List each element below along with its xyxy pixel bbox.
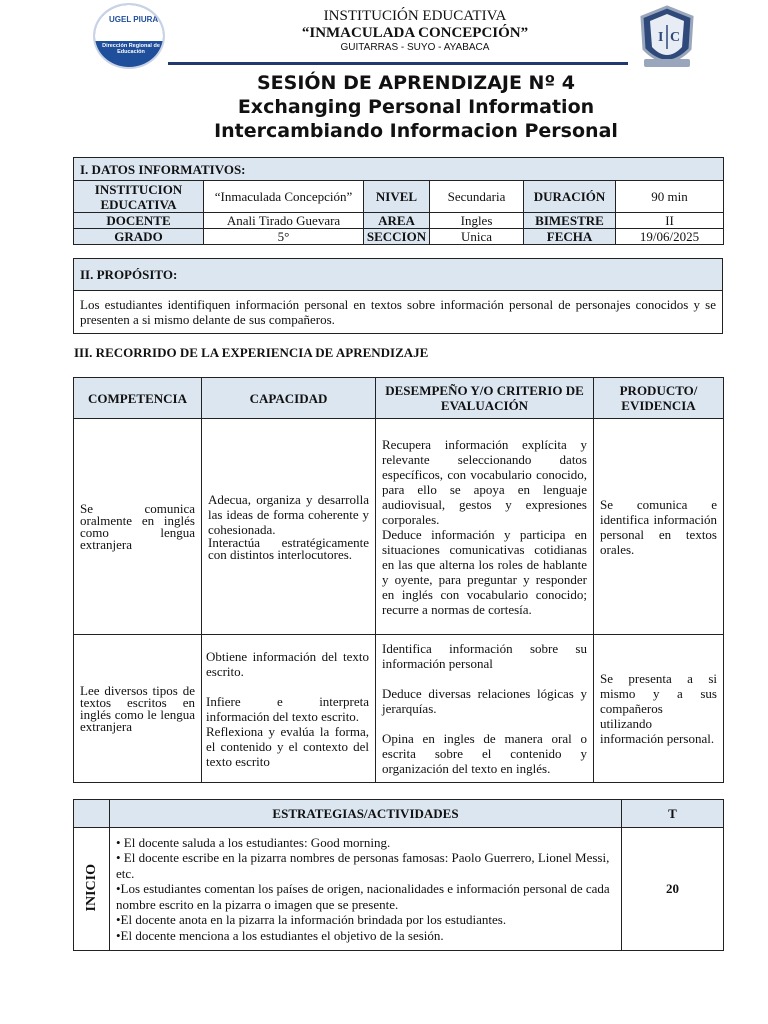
row1-capacidad-1: Adecua, organiza y desarrolla las ideas de forma coherente y cohesionada.: [208, 492, 369, 537]
activity-item: •Los estudiantes comentan los países de origen, nacionalidades e información personal de cada nombre escrito en la pizarra o imagen que se presente.: [116, 881, 610, 912]
session-title: SESIÓN DE APRENDIZAJE Nº 4: [256, 72, 576, 94]
ugel-logo: [93, 3, 165, 69]
col-producto: PRODUCTO/ EVIDENCIA: [594, 378, 724, 419]
ugel-logo-subtext: Dirección Regional de Educación: [102, 43, 160, 55]
activities-cell: [110, 828, 622, 951]
phase-time: 20: [622, 828, 724, 951]
activity-item: •El docente menciona a los estudiantes el objetivo de la sesión.: [116, 927, 444, 943]
bimestre-label: BIMESTRE: [524, 213, 616, 229]
time-header: T: [622, 800, 724, 828]
seccion-label: SECCION: [364, 229, 430, 245]
competencias-table: [73, 377, 724, 783]
estrategias-table: [73, 799, 724, 951]
datos-informativos-table: [73, 157, 724, 245]
proposito-table: [73, 258, 723, 334]
row2-desempeno: [376, 635, 594, 783]
row1-producto: Se comunica e identifica información personal en textos orales.: [594, 419, 724, 635]
inst-value: “Inmaculada Concepción”: [204, 181, 364, 213]
ugel-logo-text: UGEL PIURA: [109, 15, 159, 24]
fecha-label: FECHA: [524, 229, 616, 245]
col-competencia: COMPETENCIA: [74, 378, 202, 419]
row2-desempeno-3: Opina en ingles de manera oral o escrita sobre el contenido y organización del texto en inglés.: [382, 731, 587, 776]
activity-item: • El docente saluda a los estudiantes: Good morning.: [116, 834, 391, 850]
col-capacidad: CAPACIDAD: [202, 378, 376, 419]
row1-capacidad-2: Interactúa estratégicamente con distintos interlocutores.: [208, 535, 369, 562]
row1-desempeno-1: Recupera información explícita y relevante seleccionando datos específicos, con vocabulario conocido, para ello se apoya en lenguaje audiovisual, gestos y expresiones corporales.: [382, 436, 587, 527]
fecha-value: 19/06/2025: [616, 229, 724, 245]
area-value: Ingles: [430, 213, 524, 229]
nivel-value: Secundaria: [430, 181, 524, 213]
institution-line-1: INSTITUCIÓN EDUCATIVA: [323, 8, 507, 24]
nivel-label: NIVEL: [364, 181, 430, 213]
row2-desempeno-2: Deduce diversas relaciones lógicas y jerarquías.: [382, 686, 587, 716]
phase-label: INICIO: [83, 863, 99, 911]
duracion-label: DURACIÓN: [524, 181, 616, 213]
row2-competencia: Lee diversos tipos de textos escritos en inglés como le lengua extranjera: [74, 635, 202, 783]
institution-name: “INMACULADA CONCEPCIÓN”: [301, 25, 529, 41]
phase-cell: [74, 828, 110, 951]
svg-text:C: C: [670, 30, 681, 45]
col-desempeno: DESEMPEÑO Y/O CRITERIO DE EVALUACIÓN: [376, 378, 594, 419]
bimestre-value: II: [616, 213, 724, 229]
row2-capacidad-2: Infiere e interpreta información del texto escrito.: [206, 693, 369, 724]
session-title-spanish: Intercambiando Informacion Personal: [214, 120, 618, 142]
row2-desempeno-1: Identifica información sobre su información personal: [382, 641, 587, 671]
row2-capacidad-1: Obtiene información del texto escrito.: [206, 648, 369, 679]
grado-label: GRADO: [74, 229, 204, 245]
recorrido-section-title: III. RECORRIDO DE LA EXPERIENCIA DE APRENDIZAJE: [74, 345, 429, 360]
grado-value: 5°: [204, 229, 364, 245]
row1-competencia: Se comunica oralmente en inglés como lengua extranjera: [74, 419, 202, 635]
estrategias-corner: [74, 800, 110, 828]
row2-capacidad-3: Reflexiona y evalúa la forma, el contenido y el contexto del texto escrito: [206, 723, 369, 769]
inst-label: INSTITUCION EDUCATIVA: [74, 181, 204, 213]
row1-desempeno: [376, 419, 594, 635]
proposito-section-title: II. PROPÓSITO:: [74, 259, 723, 291]
docente-label: DOCENTE: [74, 213, 204, 229]
row2-capacidad: [202, 635, 376, 783]
header-divider: [168, 62, 628, 65]
seccion-value: Unica: [430, 229, 524, 245]
area-label: AREA: [364, 213, 430, 229]
institution-location: GUITARRAS - SUYO - AYABACA: [340, 42, 490, 53]
estrategias-header: ESTRATEGIAS/ACTIVIDADES: [110, 800, 622, 828]
docente-value: Anali Tirado Guevara: [204, 213, 364, 229]
svg-text:I: I: [658, 30, 664, 45]
proposito-text: Los estudiantes identifiquen información personal en textos sobre información personal de personajes conocidos y se presenten a si mismo delante de sus compañeros.: [74, 291, 723, 334]
datos-section-title: I. DATOS INFORMATIVOS:: [74, 158, 724, 181]
session-title-english: Exchanging Personal Information: [237, 96, 595, 118]
school-crest-icon: [634, 3, 700, 75]
activity-item: • El docente escribe en la pizarra nombres de personas famosas: Paolo Guerrero, Lionel Messi, etc.: [116, 850, 610, 881]
row1-capacidad: [202, 419, 376, 635]
row2-producto: Se presenta a si mismo y a sus compañeros utilizando información personal.: [594, 635, 724, 783]
duracion-value: 90 min: [616, 181, 724, 213]
activity-item: •El docente anota en la pizarra la información brindada por los estudiantes.: [116, 912, 507, 928]
row1-desempeno-2: Deduce información y participa en situaciones comunicativas cotidianas en las que alterna los roles de hablante y oyente, para preguntar y responder en inglés con vocabulario conocido; recurre a normas de cortesía.: [382, 526, 587, 617]
